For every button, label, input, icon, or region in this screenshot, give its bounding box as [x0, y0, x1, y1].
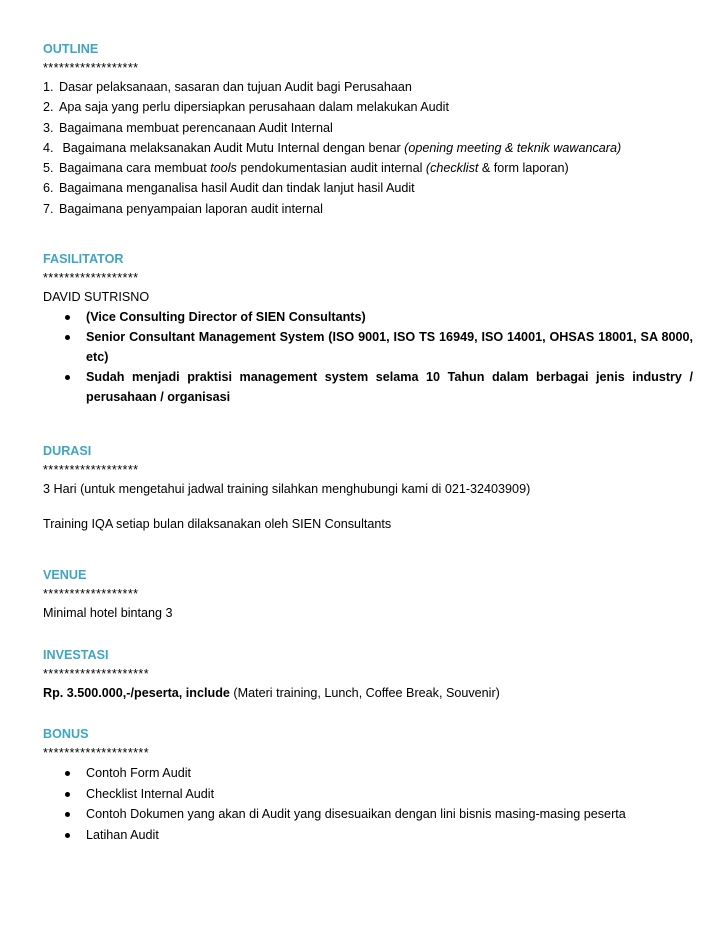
- venue-text: Minimal hotel bintang 3: [43, 606, 173, 620]
- outline-item: [43, 97, 693, 117]
- outline-item-number: 4.: [43, 140, 54, 155]
- bonus-section: [43, 724, 693, 845]
- investasi-price: [43, 683, 693, 703]
- bullet-text-cont: etc): [86, 350, 109, 364]
- outline-item-text: Bagaimana penyampaian laporan audit internal: [59, 201, 323, 216]
- bullet-icon: [65, 771, 70, 776]
- outline-item: [43, 178, 693, 198]
- bullet-text: Senior Consultant Management System (ISO 9001, ISO TS 16949, ISO 14001, OHSAS 18001, SA 8000,: [86, 330, 693, 344]
- bonus-item-text: Latihan Audit: [86, 827, 159, 842]
- outline-item: [43, 118, 693, 138]
- bullet-icon: [65, 792, 70, 797]
- outline-list: [43, 77, 693, 219]
- bonus-item-text: Contoh Form Audit: [86, 766, 191, 780]
- bonus-item-text: Checklist Internal Audit: [86, 786, 215, 801]
- durasi-note: Training IQA setiap bulan dilaksanakan oleh SIEN Consultants: [43, 517, 392, 531]
- bonus-separator: ********************: [43, 746, 150, 760]
- durasi-section: [43, 441, 693, 534]
- bullet-icon: [65, 375, 70, 380]
- list-item: [43, 307, 693, 327]
- outline-item-text: tools: [210, 161, 237, 176]
- venue-heading: VENUE: [43, 568, 87, 582]
- bullet-icon: [65, 812, 70, 817]
- outline-item-number: 2.: [43, 100, 54, 115]
- outline-item-number: 1.: [43, 80, 54, 94]
- bullet-text-cont: perusahaan / organisasi: [86, 390, 231, 404]
- durasi-text: 3 Hari (untuk mengetahui jadwal training silahkan menghubungi kami di 021-32403909): [43, 482, 531, 496]
- outline-item-text: & form laporan): [478, 161, 569, 176]
- investasi-heading: INVESTASI: [43, 648, 109, 662]
- outline-item-number: 3.: [43, 120, 54, 135]
- outline-item: [43, 158, 693, 178]
- venue-section: [43, 565, 693, 623]
- list-item: [43, 763, 693, 784]
- outline-item-text: Bagaimana menganalisa hasil Audit dan tindak lanjut hasil Audit: [59, 181, 415, 196]
- list-item: [43, 804, 693, 825]
- price-details: (Materi training, Lunch, Coffee Break, Souvenir): [229, 686, 500, 700]
- durasi-heading: DURASI: [43, 444, 92, 458]
- bullet-text: Sudah menjadi praktisi management system selama 10 Tahun dalam berbagai jenis industry /: [86, 370, 693, 384]
- investasi-section: [43, 645, 693, 703]
- price-amount: Rp. 3.500.000,-/peserta, include: [43, 686, 230, 700]
- fasilitator-bullets: [43, 307, 693, 407]
- list-item: [43, 784, 693, 805]
- outline-separator: ******************: [43, 61, 139, 75]
- fasilitator-separator: ******************: [43, 271, 139, 285]
- venue-separator: ******************: [43, 587, 139, 601]
- fasilitator-name: DAVID SUTRISNO: [43, 290, 150, 304]
- outline-item-text: pendokumentasian audit internal: [236, 161, 426, 176]
- outline-item: [43, 138, 693, 158]
- bonus-list: [43, 763, 693, 845]
- outline-item-text: Bagaimana cara membuat: [59, 161, 211, 176]
- fasilitator-heading: FASILITATOR: [43, 252, 124, 266]
- bonus-item-text: Contoh Dokumen yang akan di Audit yang disesuaikan dengan lini bisnis masing-masing peserta: [86, 807, 626, 821]
- outline-item-text: (opening meeting & teknik wawancara): [404, 140, 622, 155]
- outline-item-text: Dasar pelaksanaan, sasaran dan tujuan Audit bagi Perusahaan: [59, 80, 412, 94]
- bullet-icon: [65, 315, 70, 320]
- bullet-icon: [65, 335, 70, 340]
- bullet-icon: [65, 833, 70, 838]
- outline-item-number: 5.: [43, 161, 54, 176]
- fasilitator-section: [43, 249, 693, 407]
- outline-item-text: (checklist: [425, 161, 479, 176]
- outline-section: [43, 39, 693, 219]
- outline-item: [43, 77, 693, 97]
- investasi-separator: ********************: [43, 667, 150, 681]
- bonus-heading: BONUS: [43, 727, 89, 741]
- outline-heading: OUTLINE: [43, 42, 99, 56]
- list-item: [43, 367, 693, 407]
- outline-item-number: 7.: [43, 201, 54, 216]
- outline-item-text: Bagaimana melaksanakan Audit Mutu Internal dengan benar: [59, 140, 405, 155]
- outline-item-number: 6.: [43, 181, 54, 196]
- outline-item-text: Bagaimana membuat perencanaan Audit Internal: [59, 120, 333, 135]
- durasi-separator: ******************: [43, 463, 139, 477]
- outline-item-text: Apa saja yang perlu dipersiapkan perusahaan dalam melakukan Audit: [59, 100, 449, 115]
- list-item: [43, 825, 693, 846]
- bullet-text: (Vice Consulting Director of SIEN Consultants): [86, 310, 366, 324]
- outline-item: [43, 199, 693, 219]
- list-item: [43, 327, 693, 367]
